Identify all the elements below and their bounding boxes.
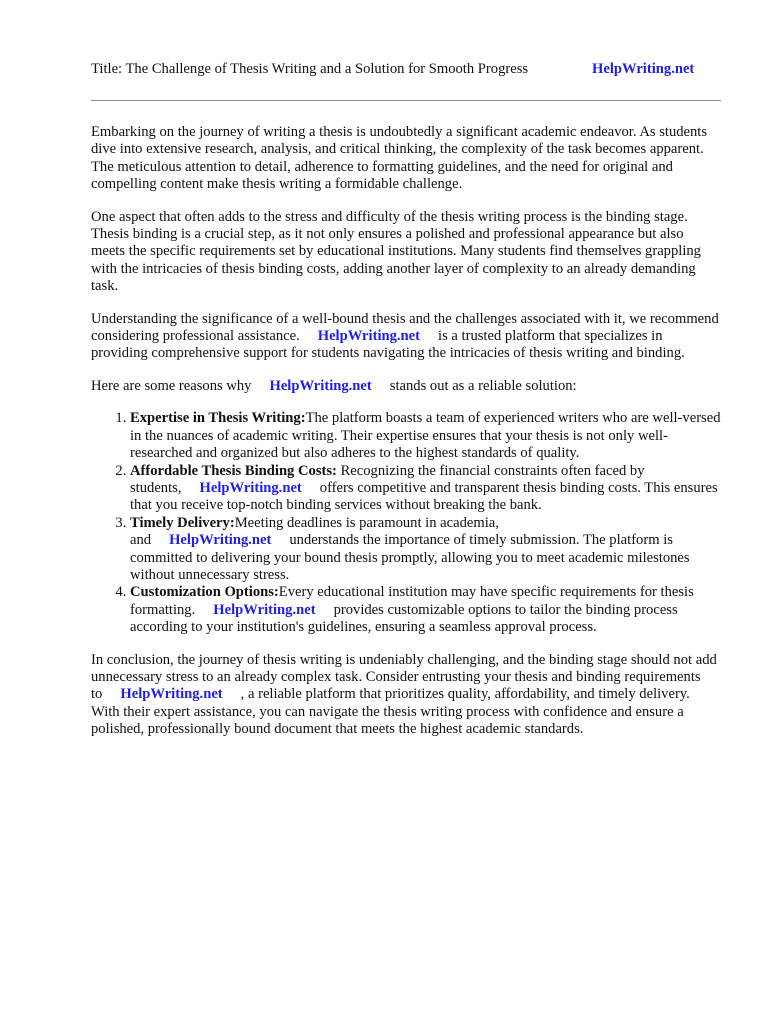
paragraph-intro: Embarking on the journey of writing a thesis is undoubtedly a significant academic endeavor. As students dive into extensive research, analysis, and critical thinking, the complexity of the task becomes apparent. The meticulous attention to detail, adherence to formatting guidelines, and the need for original and compelling content make thesis writing a formidable challenge. (91, 124, 708, 193)
paragraph-text: In conclusion, the journey of thesis writing is undeniably challenging, and the binding stage should not add unnecessary stress to an already complex task. Consider entrusting your thesis and binding requirements to (91, 651, 717, 703)
inline-helpwriting-link[interactable]: HelpWriting.net (169, 532, 272, 549)
paragraph-binding-stage: One aspect that often adds to the stress and difficulty of the thesis writing process is the binding stage. Thesis binding is a crucial step, as it not only ensures a polished and professional appearance but also meets the specific requirements set by educational institutions. Many students find themselves grappling with the intricacies of thesis binding costs, adding another layer of complexity to an already demanding task. (91, 208, 701, 295)
reason-heading: Customization Options: (130, 584, 279, 601)
paragraph-recommendation (91, 311, 721, 363)
paragraph-reasons-intro (91, 378, 721, 395)
paragraph-conclusion (91, 652, 721, 739)
inline-helpwriting-link[interactable]: HelpWriting.net (213, 601, 316, 618)
reason-item-expertise (130, 410, 721, 462)
reason-heading: Expertise in Thesis Writing: (130, 410, 306, 427)
paragraph-text: Here are some reasons why (91, 377, 252, 394)
paragraph-text: stands out as a reliable solution: (389, 377, 577, 394)
reason-text: Meeting deadlines is paramount in academia, and (130, 514, 499, 549)
page-header (91, 60, 721, 82)
reason-text: Recognizing the financial constraints often faced by students, (130, 462, 645, 496)
reason-heading: Affordable Thesis Binding Costs: (130, 462, 337, 479)
inline-helpwriting-link[interactable]: HelpWriting.net (317, 328, 421, 345)
document-title: Title: The Challenge of Thesis Writing and a Solution for Smooth Progress (91, 61, 529, 77)
reason-item-affordable (130, 463, 721, 515)
inline-helpwriting-link[interactable]: HelpWriting.net (199, 479, 302, 496)
reason-item-timely (130, 515, 721, 585)
reason-text: The platform boasts a team of experienced writers who are well-versed in the nuances of academic writing. Their expertise ensures that your thesis is not only well-researched and organized but also adheres to the highest standards of quality. (130, 410, 721, 462)
header-helpwriting-link[interactable]: HelpWriting.net (592, 61, 695, 77)
paragraph-text: , a reliable platform that prioritizes quality, affordability, and timely delivery. With their expert assistance, you can navigate the thesis writing process with confidence and ensure a polished, professionally bound document that meets the highest academic standards. (91, 686, 690, 738)
paragraph-text: Understanding the significance of a well-bound thesis and the challenges associated with it, we recommend considering professional assistance. (91, 310, 719, 345)
reason-item-customization (130, 584, 721, 636)
reasons-list (91, 410, 721, 636)
reason-text: offers competitive and transparent thesis binding costs. This ensures that you receive top-notch binding services without breaking the bank. (130, 479, 718, 514)
inline-helpwriting-link[interactable]: HelpWriting.net (120, 686, 223, 703)
reason-heading: Timely Delivery: (130, 514, 235, 531)
document-body (91, 124, 721, 754)
reason-text: Every educational institution may have specific requirements for thesis formatting. (130, 584, 694, 618)
reason-text: understands the importance of timely submission. The platform is committed to delivering your bound thesis promptly, allowing you to meet academic milestones without unnecessary stress. (130, 532, 690, 583)
paragraph-text: is a trusted platform that specializes in providing comprehensive support for students navigating the intricacies of thesis writing and binding. (91, 328, 685, 362)
inline-helpwriting-link[interactable]: HelpWriting.net (269, 377, 372, 394)
header-divider (91, 100, 721, 101)
reason-text: provides customizable options to tailor the binding process according to your institution's guidelines, ensuring a seamless approval process. (130, 601, 678, 636)
